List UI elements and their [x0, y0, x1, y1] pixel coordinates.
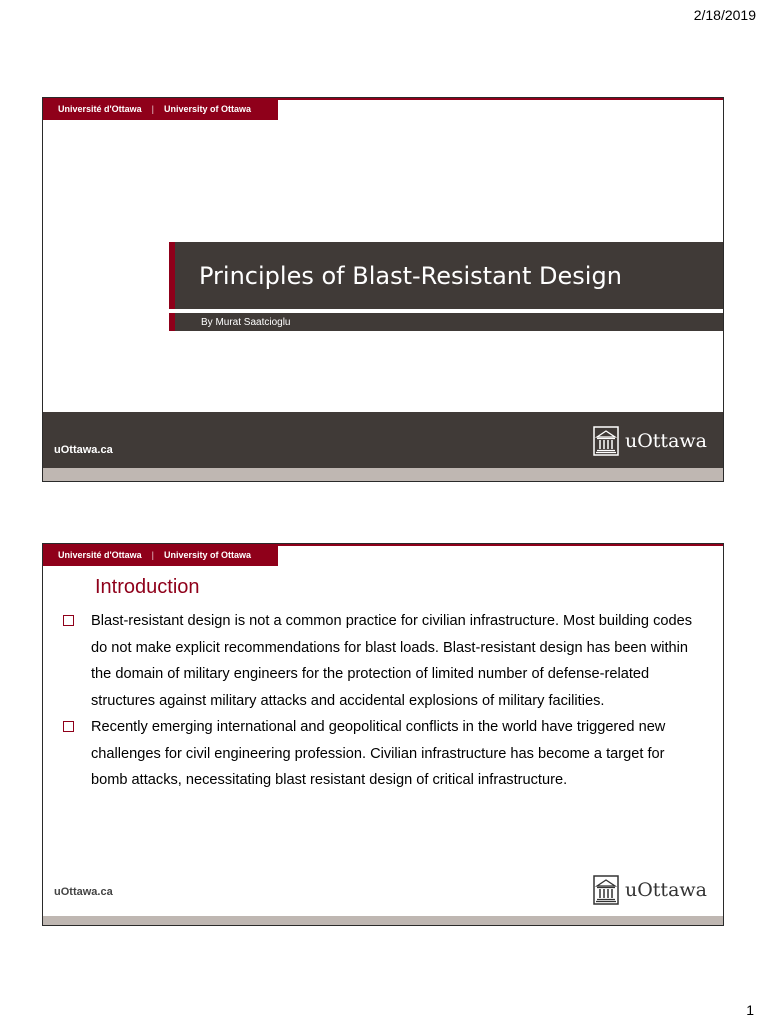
presentation-author: By Murat Saatcioglu — [201, 316, 291, 328]
footer-url: uOttawa.ca — [54, 444, 113, 456]
presentation-title: Principles of Blast-Resistant Design — [199, 261, 622, 290]
uottawa-building-logo-icon — [593, 426, 619, 456]
logo-wordmark: uOttawa — [624, 879, 707, 901]
footer-stripe — [43, 916, 723, 925]
page-date: 2/18/2019 — [693, 7, 756, 23]
checkbox-bullet-icon — [63, 721, 74, 732]
list-item — [61, 714, 699, 794]
uottawa-building-logo-icon — [593, 875, 619, 905]
footer-url: uOttawa.ca — [54, 886, 113, 898]
list-item — [61, 608, 699, 714]
slide-title — [42, 97, 724, 482]
checkbox-bullet-icon — [63, 615, 74, 626]
header-english-name: University of Ottawa — [164, 104, 252, 114]
section-heading: Introduction — [95, 576, 200, 598]
header-french-name: Université d'Ottawa — [58, 104, 142, 114]
slide-title-bar — [169, 242, 723, 309]
university-header-tab — [43, 544, 278, 566]
logo-wordmark: uOttawa — [624, 430, 707, 452]
slide-introduction — [42, 543, 724, 926]
university-header-tab — [43, 98, 278, 120]
bullet-text: Blast-resistant design is not a common practice for civilian infrastructure. Most building codes do not make explicit recommendations for blast loads. Blast-resistant design has been within the domain of military engineers for the protection of limited number of defense-related structures against military attacks and accidental explosions of military facilities. — [91, 613, 693, 709]
page-number: 1 — [746, 1002, 754, 1018]
header-separator: | — [151, 550, 155, 560]
uottawa-logo — [593, 426, 707, 456]
bullet-text: Recently emerging international and geopolitical conflicts in the world have triggered new challenges for civil engineering profession. Civilian infrastructure has become a target for bomb attacks, necessitating blast resistant design of critical infrastructure. — [91, 719, 666, 788]
byline-bar — [169, 313, 723, 331]
bullet-list — [61, 608, 699, 794]
footer-stripe — [43, 468, 723, 481]
uottawa-logo — [593, 875, 707, 905]
header-english-name: University of Ottawa — [164, 550, 252, 560]
header-separator: | — [151, 104, 155, 114]
header-french-name: Université d'Ottawa — [58, 550, 142, 560]
